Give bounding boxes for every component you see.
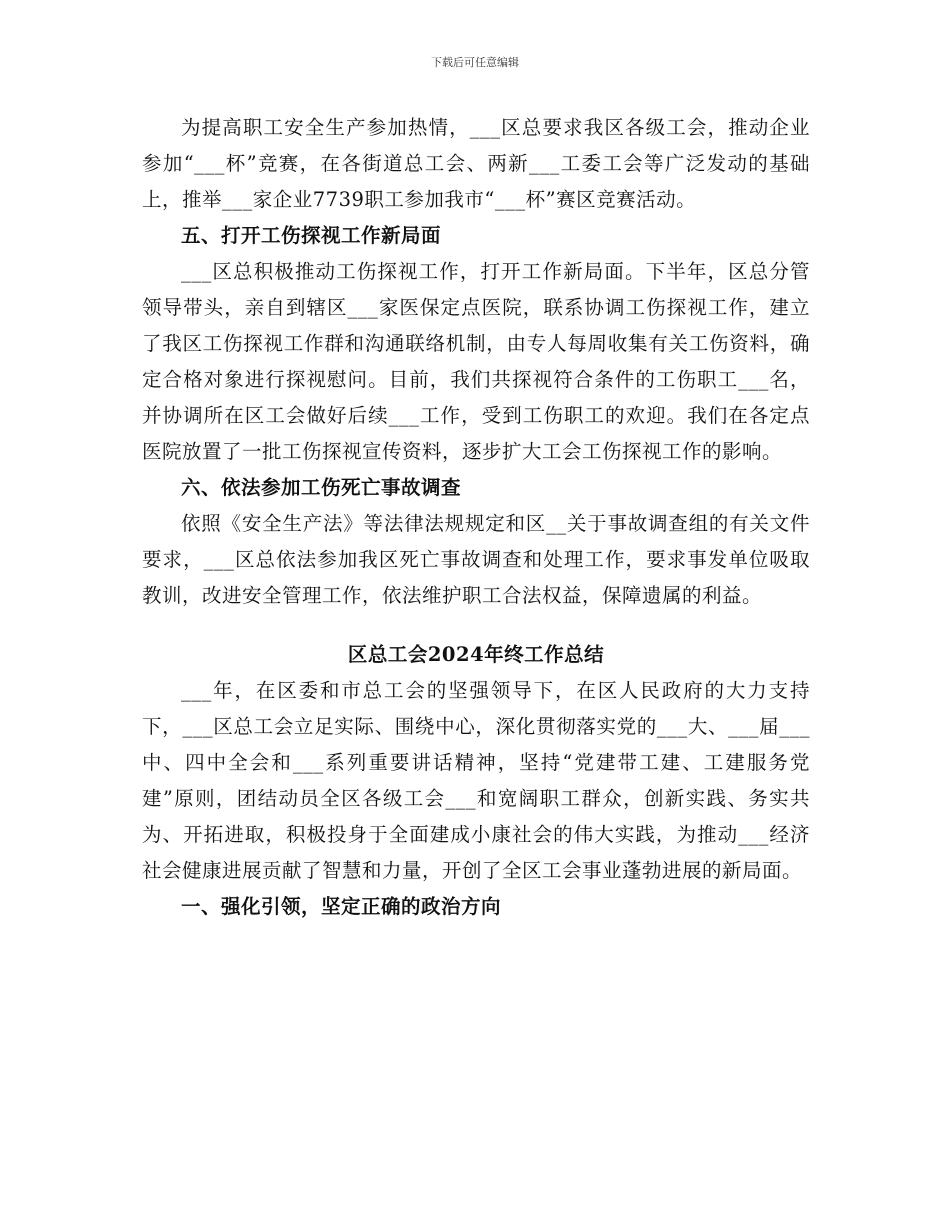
page-header-note: 下载后可任意编辑 (431, 56, 519, 69)
section-heading-1: 一、强化引领，坚定正确的政治方向 (181, 895, 502, 918)
document-body (142, 110, 810, 925)
paragraph-injury-visits: ___区总积极推动工伤探视工作，打开工作新局面。下半年，区总分管领导带头，亲自到辖区___家医保定点医院，联系协调工伤探视工作，建立了我区工伤探视工作群和沟通联络机制，由专人每周收集有关工伤资料，确定合格对象进行探视慰问。目前，我们共探视符合条件的工伤职工___名，并协调所在区工会做好后续___工作，受到工伤职工的欢迎。我们在各定点医院放置了一批工伤探视宣传资料，逐步扩大工会工伤探视工作的影响。 (142, 260, 810, 463)
paragraph-safety-competition: 为提高职工安全生产参加热情，___区总要求我区各级工会，推动企业参加“___杯”竞赛，在各街道总工会、两新___工委工会等广泛发动的基础上，推举___家企业7739职工参加我市“___杯”赛区竞赛活动。 (142, 116, 810, 211)
section-heading-5: 五、打开工伤探视工作新局面 (181, 224, 442, 247)
paragraph-accident-investigation: 依照《安全生产法》等法律法规规定和区__关于事故调查组的有关文件要求，___区总依法参加我区死亡事故调查和处理工作，要求事发单位吸取教训，改进安全管理工作，依法维护职工合法权益，保障遗属的利益。 (142, 512, 810, 607)
document-title: 区总工会2024年终工作总结 (347, 643, 605, 666)
paragraph-year-summary: ___年，在区委和市总工会的坚强领导下，在区人民政府的大力支持下，___区总工会立足实际、围绕中心，深化贯彻落实党的___大、___届___中、四中全会和___系列重要讲话精神，坚持“党建带工建、工建服务党建”原则，团结动员全区各级工会___和宽阔职工群众，创新实践、务实共为、开拓进取，积极投身于全面建成小康社会的伟大实践，为推动___经济社会健康进展贡献了智慧和力量，开创了全区工会事业蓬勃进展的新局面。 (142, 679, 810, 882)
section-heading-6: 六、依法参加工伤死亡事故调查 (181, 476, 462, 499)
